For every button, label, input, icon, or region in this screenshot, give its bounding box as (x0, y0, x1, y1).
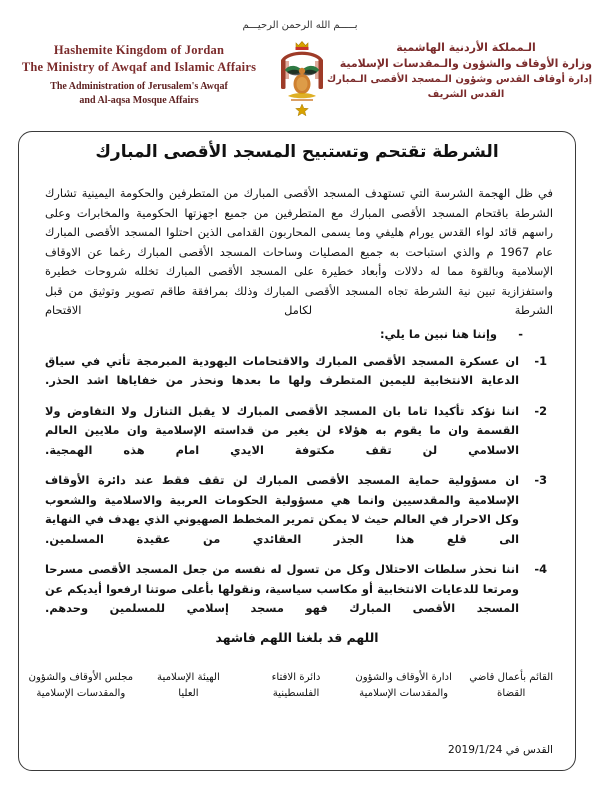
header-ar-line3: إدارة أوقاف القدس وشؤون الـمسجد الأقصى الـمبارك (326, 74, 592, 85)
list-item (45, 471, 553, 549)
numbered-items-list (45, 352, 553, 619)
signatory-line1: مجلس الأوقاف والشؤون (28, 672, 134, 683)
list-item (45, 352, 553, 391)
statement-body (45, 184, 553, 630)
document-header (0, 0, 600, 128)
signatory-column (27, 670, 135, 702)
item-text: اننا نؤكد تأكيدا تاما بان المسجد الأقصى المبارك لا يقبل التنازل ولا التفاوض ولا القسمة وان ما يقوم به هؤلاء لن يغير من قداسته الإسلامية وان ملايين العالم الاسلامي لن تقف مكتوفة الايدي امام هذه الهمجية. (45, 403, 519, 457)
header-en-sub2: and Al-aqsa Mosque Affairs (79, 95, 199, 106)
signatory-column (350, 670, 458, 702)
signatory-column (242, 670, 350, 702)
header-ar-line2: وزارة الأوقاف والشؤون والـمقدسات الإسلامية (339, 57, 592, 70)
signatories-row (27, 670, 565, 702)
intro-paragraph: في ظل الهجمة الشرسة التي تستهدف المسجد الأقصى المبارك من المتطرفين والحكومة اليمينية تشارك الشرطة باقتحام المسجد الأقصى المبارك مع المتطرفين من جميع اجهزتها الحكومية والمخابرات وعلى راسهم قائد لواء القدس يورام هليفي وما يسمى المحاربون القدامى الذين احتلوا المسجد الأقصى المبارك عام 1967 م والذي استباحت به جميع المصليات وساحات المسجد الأقصى المبارك رغما عن الاوقاف الإسلامية وبالقوة مما له دلالات وأبعاد خطيرة على المسجد الأقصى المبارك تخلله شروحات خطيرة واستفزازية تبين نية الشرطة تجاه المسجد الأقصى المبارك وذلك بمرافقة طاقم تصوير وتوثيق من قبل الشرطة لكامل الاقتحام (45, 186, 553, 317)
signatory-line2: والمقدسات الإسلامية (359, 688, 449, 699)
signatory-line1: ادارة الأوقاف والشؤون (355, 672, 452, 683)
header-en-line2: The Ministry of Awqaf and Islamic Affairs (21, 60, 257, 74)
list-item (45, 402, 553, 461)
header-en-sub1: The Administration of Jerusalem's Awqaf (50, 81, 228, 92)
signatory-line1: دائرة الافتاء (271, 672, 321, 683)
page-title: الشرطة تقتحم وتستبيح المسجد الأقصى المبارك (95, 142, 499, 162)
lead-in-line (45, 325, 553, 344)
date-line: القدس في 2019/1/24 (448, 744, 553, 756)
list-item (45, 560, 553, 619)
lead-in-dash: - (518, 326, 523, 341)
item-text: ان عسكرة المسجد الأقصى المبارك والاقتحامات اليهودية المبرمجة تأتي في سياق الدعاية الانتخابية لليمين المتطرف ولها ما بعدها ونحذر من خفاياها اشد الحذر. (45, 353, 519, 387)
signatory-line2: والمقدسات الإسلامية (36, 688, 126, 699)
item-number: 3- (534, 473, 547, 487)
signatory-column (135, 670, 243, 702)
header-english-block (8, 42, 270, 108)
statement-box (18, 131, 576, 771)
item-number: 1- (534, 353, 547, 368)
item-text: ان مسؤولية حماية المسجد الأقصى المبارك لن تقف فقط عند دائرة الأوقاف الإسلامية والمقدسيين وانما هي مسؤولية الحكومات العربية والاسلامية والشعوب وكل الاحرار في العالم حيث لا يمكن تمرير المخطط الصهيوني الذي يهدف في النهاية الى قلع هذا الجذر العقائدي من عقيدة المسلمين. (45, 473, 519, 546)
signatory-line2: القضاة (497, 688, 526, 699)
signatory-line2: الفلسطينية (272, 688, 320, 699)
signatory-line1: القائم بأعمال قاضي (469, 672, 554, 683)
header-ar-line4: القدس الشريف (427, 89, 505, 100)
item-text: اننا نحذر سلطات الاحتلال وكل من تسول له نفسه من جعل المسجد الأقصى مسرحا ومرتعا للدعايات الانتخابية أو مكاسب سياسية، ونقولها بأعلى صوتنا ارفعوا أيديكم عن المسجد الأقصى المبارك فهو مسجد إسلامي للمسلمين وحدهم. (45, 562, 519, 615)
item-number: 4- (534, 562, 547, 576)
signatory-line2: العليا (178, 688, 199, 699)
item-number: 2- (534, 403, 547, 418)
jordan-coat-of-arms-icon (272, 34, 332, 126)
header-ar-line1: الـمملكة الأردنية الهاشمية (396, 41, 536, 54)
basmala-text: بـــــم الله الرحمن الرحيـــم (242, 20, 358, 31)
header-arabic-block (326, 40, 592, 102)
closing-invocation: اللهم قد بلغنا اللهم فاشهد (215, 630, 379, 645)
lead-in-text: وإننا هنا نبين ما يلي: (379, 326, 497, 341)
signatory-column (457, 670, 565, 702)
signatory-line1: الهيئة الإسلامية (157, 672, 220, 683)
header-en-line1: Hashemite Kingdom of Jordan (53, 43, 225, 57)
